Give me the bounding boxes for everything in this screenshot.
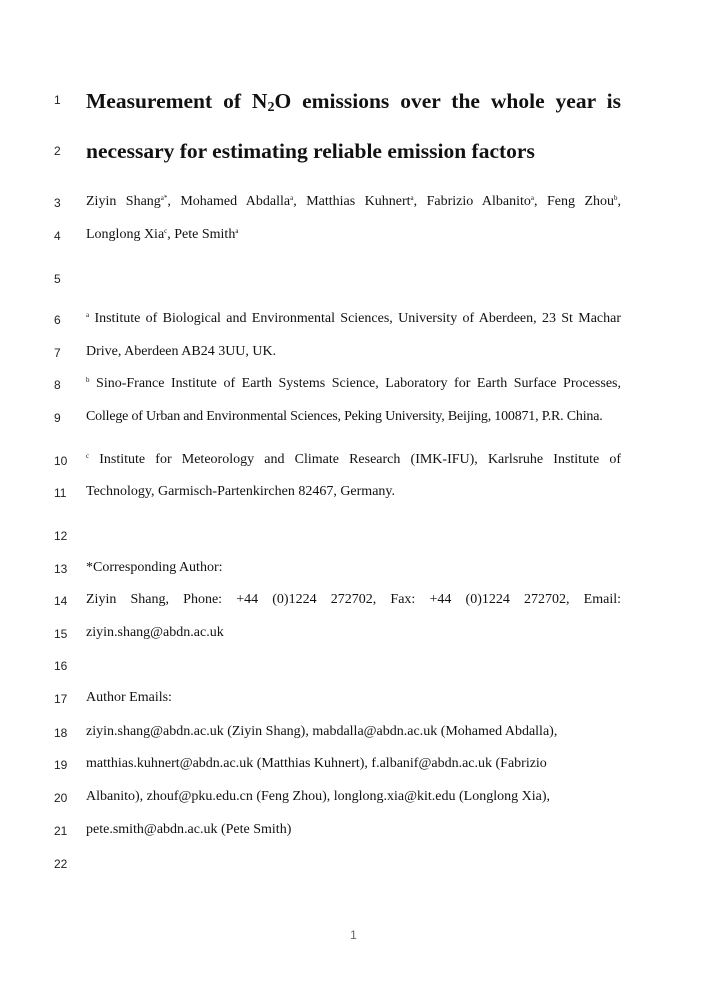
line-number: 6 — [54, 313, 61, 327]
corresponding-author-email: ziyin.shang@abdn.ac.uk — [86, 625, 224, 640]
line-number: 12 — [54, 529, 68, 543]
line-number: 13 — [54, 562, 68, 576]
author-emails-line: matthias.kuhnert@abdn.ac.uk (Matthias Kuhnert), f.albanif@abdn.ac.uk (Fabrizio — [86, 756, 547, 771]
corresponding-author-heading: *Corresponding Author: — [86, 560, 223, 575]
affiliation-a-line-1: $^a$ Institute of Biological and Environmental Sciences, University of Aberdeen, 23 St Machar — [86, 311, 622, 326]
affiliation-a-line-2: Drive, Aberdeen AB24 3UU, UK. — [86, 344, 277, 359]
line-number: 19 — [54, 758, 68, 772]
line-number: 8 — [54, 378, 61, 392]
line-number: 2 — [54, 144, 61, 158]
author-list-line-1: Ziyin Shang$^{a*}$, Mohamed Abdalla$^a$, Matthias Kuhnert$^a$, Fabrizio Albanito$^a$, Feng Zhou$^b$, — [86, 194, 621, 209]
affiliation-b-line-1: $^b$ Sino-France Institute of Earth Systems Science, Laboratory for Earth Surface Processes, — [86, 376, 621, 391]
author-list-line-2: Longlong Xia$^c$, Pete Smith$^a$ — [86, 227, 239, 242]
line-number: 4 — [54, 229, 61, 243]
line-number: 14 — [54, 594, 68, 608]
line-number: 15 — [54, 627, 68, 641]
author-emails-line: ziyin.shang@abdn.ac.uk (Ziyin Shang), mabdalla@abdn.ac.uk (Mohamed Abdalla), — [86, 724, 558, 739]
line-number: 1 — [54, 93, 61, 107]
line-number: 11 — [54, 486, 67, 500]
page-number: 1 — [350, 928, 357, 942]
line-number: 3 — [54, 196, 61, 210]
affiliation-c-line-1: $^c$ Institute for Meteorology and Climate Research (IMK-IFU), Karlsruhe Institute of — [86, 452, 621, 467]
line-number: 10 — [54, 454, 68, 468]
line-number: 9 — [54, 411, 61, 425]
corresponding-author-contact: Ziyin Shang, Phone: +44 (0)1224 272702, Fax: +44 (0)1224 272702, Email: — [86, 592, 621, 607]
paper-title-line-2: necessary for estimating reliable emission factors — [86, 139, 535, 163]
affiliation-c-line-2: Technology, Garmisch-Partenkirchen 82467, Germany. — [86, 484, 395, 499]
line-number: 20 — [54, 791, 68, 805]
author-emails-line: Albanito), zhouf@pku.edu.cn (Feng Zhou), longlong.xia@kit.edu (Longlong Xia), — [86, 789, 550, 804]
author-emails-heading: Author Emails: — [86, 690, 172, 705]
line-number: 5 — [54, 272, 61, 286]
line-number: 21 — [54, 824, 68, 838]
line-number: 18 — [54, 726, 68, 740]
affiliation-b-line-2: College of Urban and Environmental Sciences, Peking University, Beijing, 100871, P.R. China. — [86, 409, 603, 424]
author-emails-line: pete.smith@abdn.ac.uk (Pete Smith) — [86, 822, 292, 837]
paper-title-line-1: Measurement of $N_2O$ emissions over the whole year is — [86, 89, 621, 115]
line-number: 17 — [54, 692, 68, 706]
line-number: 16 — [54, 659, 68, 673]
line-number: 22 — [54, 857, 68, 871]
line-number: 7 — [54, 346, 61, 360]
